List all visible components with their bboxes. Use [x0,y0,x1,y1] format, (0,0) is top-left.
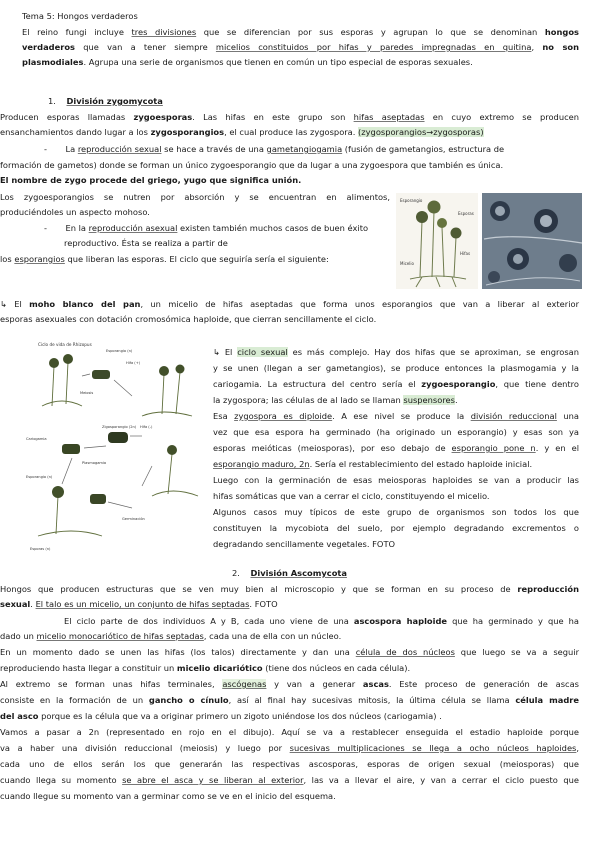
micrograph-texture [482,193,582,289]
fig-label-3: Hifas [460,251,471,256]
rhizopus-life-cycle-diagram [22,336,208,556]
zygo-sexual-12: constituyen la mycobiota del suelo, por ejemplo degradando excrementos o [213,523,579,533]
asco-p8: consiste en la formación de un gancho o cínulo, así al final hay sucesivas mitosis, la última célula se llama célula madre [0,695,579,705]
fig-label-2: Esporas [458,211,474,216]
cycle-label-7: Plasmogamia [82,461,107,465]
zygo-sexual-10: hifas somáticas que van a cerrar el ciclo, constituyendo el micelio. [213,491,490,501]
zygo-bread-mold-2: esporas asexuales con dotación cromosómica haploide, que cierran sencillamente el ciclo. [0,314,377,324]
cycle-label-10: Esporas (n) [30,547,51,551]
asco-p5: En un momento dado se unen las hifas (los talos) directamente y dan una célula de dos núcleos que luego se va a seguir [0,647,579,657]
zygo-nutrition-2: produciéndoles un aspecto mohoso. [0,207,150,217]
cycle-label-9: Germinación [122,517,145,521]
intro-line-2: verdaderos que van a tener siempre micelios constituidos por hifas y paredes impregnadas en quitina, no son [22,42,580,52]
rhizopus-sporangia-figure [396,193,582,289]
cycle-label-8: Esporangio (n) [26,475,53,479]
zygo-p2: ensanchamientos dando lugar a los zygosporangios, el cual produce las zygospora. (zygosporangios→zygosporas) [0,127,484,137]
cycle-label-2: Meiosis [80,391,94,395]
cycle-title: Ciclo de vida de Rhizopus [38,342,92,347]
cycle-label-5: Zigosporangio (2n) [102,425,137,429]
zygo-asexual-1: - En la reproducción asexual existen también muchos casos de buen éxito [44,223,369,233]
zygo-sexual-11: Algunos casos muy típicos de este grupo de organismos son todos los que [213,507,579,517]
section-heading-zygomycota: 1. División zygomycota [48,96,163,106]
zygo-sexual-8: esporangio maduro, 2n. Sería el restablecimiento del estado haploide inicial. [213,459,533,469]
zygo-bullet-1-cont: formación de gametos) donde se forman un único zygoesporangio que da lugar a una zygoespora que también es única. [0,160,504,170]
asco-p6: reproduciendo hasta llegar a constituir un micelio dicariótico (tiene dos núcleos en cada célula). [0,663,411,673]
zygo-nutrition-1: Los zygoesporangios se nutren por absorción y se encuentran en alimentos, [0,192,390,202]
page-title: Tema 5: Hongos verdaderos [22,11,138,21]
zygo-sexual-6: vez que esa espora ha germinado (ha originado un esporangio) y esas son ya [213,427,579,437]
asco-p13: cuando llega su momento se abre el asca y se liberan al exterior, las va a llevar el aire, y van a cerrar el ciclo puesto que [0,775,579,785]
intro-line-3: plasmodiales. Agrupa una serie de organismos que tienen en común un tipo especial de esporas sexuales. [22,57,473,67]
cycle-label-1: Esporangio (n) [106,349,133,353]
cycle-label-4: Hifa (-) [140,425,153,429]
zygo-p1-text: Producen esporas llamadas zygoesporas. Las hifas en este grupo son hifas aseptadas en cuyo extremo se producen [0,112,580,122]
asco-p7: Al extremo se forman unas hifas terminales, ascógenas y van a generar ascas. Este proceso de generación de ascas [0,679,579,689]
zygo-sexual-4: la zygospora; las células de al lado se llaman suspensores. [213,395,458,405]
asco-p9: del asco porque es la célula que va a originar primero un zigoto uniéndose los dos núcleos (cariogamia) . [0,711,442,721]
zygo-sexual-1: ↳ El ciclo sexual es más complejo. Hay dos hifas que se aproximan, se engrosan [213,347,579,357]
intro-line-1: El reino fungi incluye tres divisiones que se diferencian por sus esporas y agrupan lo que se denominan hongos [22,27,579,37]
zygo-asexual-2: reproductivo. Ésta se realiza a partir de [64,238,228,248]
fig-label-1: Esporangio [400,198,423,203]
cycle-label-3: Hifa (+) [126,361,141,365]
asco-p3: El ciclo parte de dos individuos A y B, cada uno viene de una ascospora haploide que ha germinado y que ha [64,616,579,626]
zygo-sexual-2: y se unen (llegan a ser gametangios), se produce entonces la plasmogamia y la [213,363,579,373]
zygo-bullet-1: - La reproducción sexual se hace a través de una gametangiogamia (fusión de gametangios, estructura de [44,144,505,154]
zygo-sexual-9: Luego con la germinación de esas meiosporas haploides se van a producir las [213,475,579,485]
zygo-sexual-7: esporas meióticas (meiosporas), por eso debajo de esporangio pone n. y en el [213,443,579,453]
fig-label-4: Micelio [400,261,414,266]
cycle-label-6: Cariogamia [26,437,47,441]
zygo-sexual-5: Esa zygospora es diploide. A ese nivel se produce la división reduccional una [213,411,579,421]
asco-p11: va a haber una división reduccional (meiosis) y luego por sucesivas multiplicaciones se llega a ocho núcleos haploides, [0,743,580,753]
section-heading-ascomycota: 2. División Ascomycota [232,568,347,578]
asco-p14: cuando llegue su momento van a germinar como se ve en el inicio del esquema. [0,791,336,801]
zygo-sexual-3: cariogamia. La estructura del centro sería el zygoesporangio, que tiene dentro [213,379,579,389]
asco-p12: cada uno de ellos serán los que generarán las respectivas ascosporas, esporas de origen sexual (meiosporas) que [0,759,579,769]
zygo-asexual-3: los esporangios que liberan las esporas. El ciclo que seguiría sería el siguiente: [0,254,329,264]
asco-p2: sexual. El talo es un micelio, un conjunto de hifas septadas. FOTO [0,599,278,609]
asco-p1: Hongos que producen estructuras que se ven muy bien al microscopio y que se forman en su proceso de reproducción [0,584,579,594]
asco-p4: dado un micelio monocariótico de hifas septadas, cada una de ella con un núcleo. [0,631,342,641]
zygo-bread-mold-1: ↳ El moho blanco del pan, un micelio de hifas aseptadas que forma unos esporangios que van a liberar al exterior [0,299,579,309]
zygo-sexual-13: degradando sencillamente vegetales. FOTO [213,539,396,549]
zygo-etymology: El nombre de zygo procede del griego, yugo que significa unión. [0,175,302,185]
asco-p10: Vamos a pasar a 2n (representado en rojo en el dibujo). Aquí se va a restablecer enseguida el estadio haploide porque [0,727,579,737]
